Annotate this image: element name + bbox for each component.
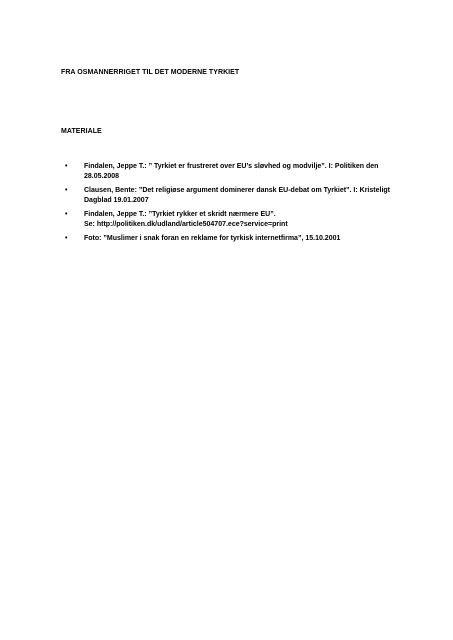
bullet-icon: • [65, 163, 68, 170]
reference-text: Findalen, Jeppe T.: ”Tyrkiet rykker et skridt nærmere EU”. [84, 211, 276, 218]
bullet-icon: • [65, 187, 68, 194]
list-item [61, 162, 411, 182]
list-item [61, 210, 411, 230]
document-title: FRA OSMANNERRIGET TIL DET MODERNE TYRKIET [61, 69, 240, 76]
list-item [61, 234, 411, 244]
reference-text: Dagblad 19.01.2007 [84, 197, 149, 204]
reference-text: Findalen, Jeppe T.: ” Tyrkiet er frustreret over EU’s sløvhed og modvilje”. I: Politiken den [84, 163, 379, 170]
reference-url: Se: http://politiken.dk/udland/article504707.ece?service=print [84, 221, 288, 228]
reference-text: Foto: ”Muslimer i snak foran en reklame for tyrkisk internetfirma”, 15.10.2001 [84, 235, 341, 242]
bullet-icon: • [65, 211, 68, 218]
section-heading: MATERIALE [61, 128, 102, 135]
reference-list [61, 162, 411, 248]
bullet-icon: • [65, 235, 68, 242]
reference-text: 28.05.2008 [84, 173, 120, 180]
reference-text: Clausen, Bente: ”Det religiøse argument dominerer dansk EU-debat om Tyrkiet”. I: Kristeligt [84, 187, 390, 194]
list-item [61, 186, 411, 206]
